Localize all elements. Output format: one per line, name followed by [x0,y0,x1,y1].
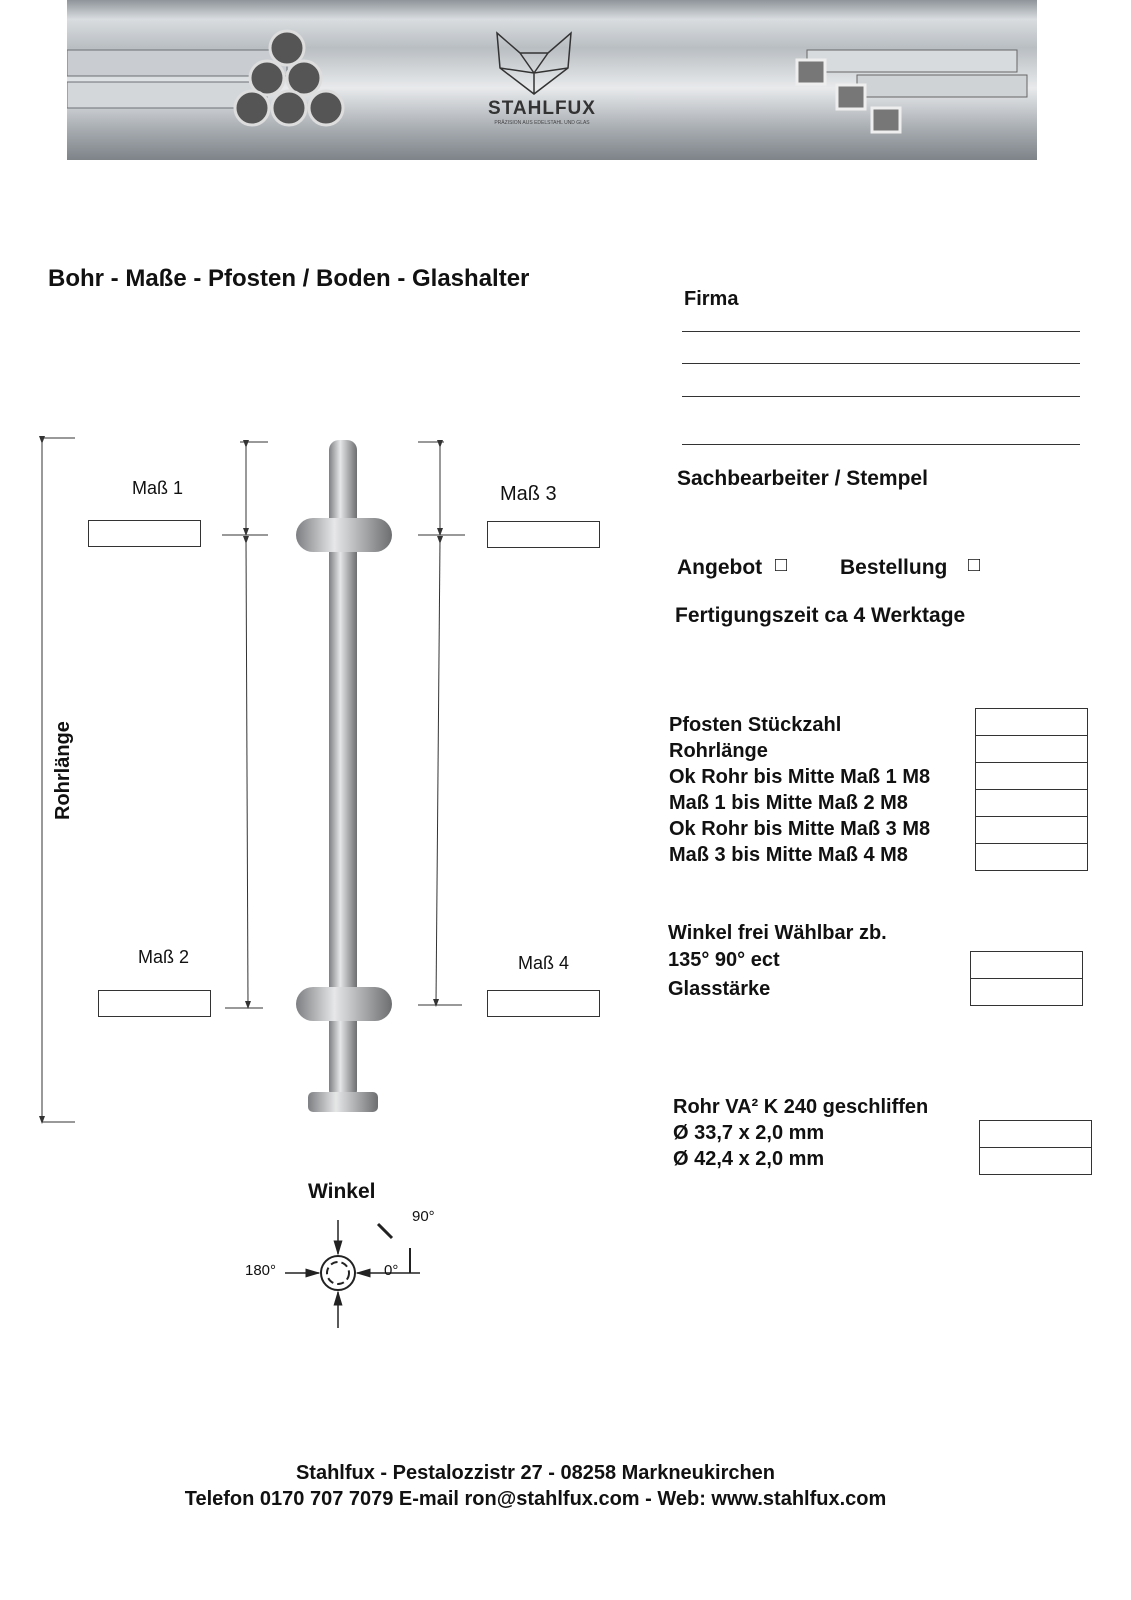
field-label: Ok Rohr bis Mitte Maß 1 M8 [669,766,931,788]
winkel-label: Winkel frei Wählbar zb. [668,922,887,944]
page-title: Bohr - Maße - Pfosten / Boden - Glashalter [48,265,530,292]
header-banner [67,0,1037,160]
mass4-input[interactable] [487,990,600,1017]
field-label: Maß 3 bis Mitte Maß 4 M8 [669,844,908,866]
angebot-label: Angebot [677,556,763,579]
angebot-checkbox[interactable]: □ [775,554,788,576]
angle-90-label: 90° [412,1208,435,1225]
stueckzahl-input[interactable] [975,708,1088,736]
footer-address: Stahlfux - Pestalozzistr 27 - 08258 Markneukirchen [295,1462,776,1484]
winkel-example: 135° 90° ect [668,949,780,971]
round-tubes-image [67,20,357,140]
firma-line-3[interactable] [682,396,1080,397]
mass1-input-field[interactable] [975,762,1088,790]
sachbearbeiter-label: Sachbearbeiter / Stempel [677,467,928,490]
brand-tagline: PRÄZISION AUS EDELSTAHL UND GLAS [494,120,590,126]
firma-line-4[interactable] [682,444,1080,445]
rohr-option-1: Ø 33,7 x 2,0 mm [673,1122,825,1144]
winkel-input[interactable] [970,951,1083,979]
rohr-title: Rohr VA² K 240 geschliffen [673,1096,929,1118]
mass4-label: Maß 4 [518,953,570,973]
firma-line-2[interactable] [682,363,1080,364]
mass2-input[interactable] [98,990,211,1017]
fields-labels [669,712,930,868]
angle-180-label: 180° [245,1262,277,1279]
field-label: Pfosten Stückzahl [669,714,842,736]
winkel-title: Winkel [308,1180,376,1203]
mass1-input[interactable] [88,520,201,547]
mass2-input-field[interactable] [975,789,1088,817]
mass3-input[interactable] [487,521,600,548]
mass2-label: Maß 2 [138,947,190,967]
fox-logo-icon [492,28,576,98]
field-label: Rohrlänge [669,740,768,762]
rohr-option-2: Ø 42,4 x 2,0 mm [673,1148,825,1170]
angle-diagram [280,1210,430,1335]
rohr-option-1-input[interactable] [979,1120,1092,1148]
bestellung-checkbox[interactable]: □ [968,554,981,576]
fertigung-label: Fertigungszeit ca 4 Werktage [675,604,966,627]
rohrlaenge-label: Rohrlänge [52,721,74,820]
rohrlaenge-input[interactable] [975,735,1088,763]
mass3-label: Maß 3 [500,483,557,505]
bestellung-label: Bestellung [840,556,948,579]
firma-label: Firma [684,288,739,310]
mass3-input-field[interactable] [975,816,1088,844]
footer-contact: Telefon 0170 707 7079 E-mail ron@stahlfux.com - Web: www.stahlfux.com [184,1488,887,1510]
glasstaerke-label: Glasstärke [668,978,771,1000]
square-tubes-image [747,20,1037,140]
mass1-label: Maß 1 [132,478,184,498]
mass4-input-field[interactable] [975,843,1088,871]
field-label: Maß 1 bis Mitte Maß 2 M8 [669,792,908,814]
field-label: Ok Rohr bis Mitte Maß 3 M8 [669,818,931,840]
rohr-option-2-input[interactable] [979,1147,1092,1175]
firma-line-1[interactable] [682,331,1080,332]
angle-0-label: 0° [384,1262,399,1279]
brand-name: STAHLFUX [488,98,596,119]
glasstaerke-input[interactable] [970,978,1083,1006]
